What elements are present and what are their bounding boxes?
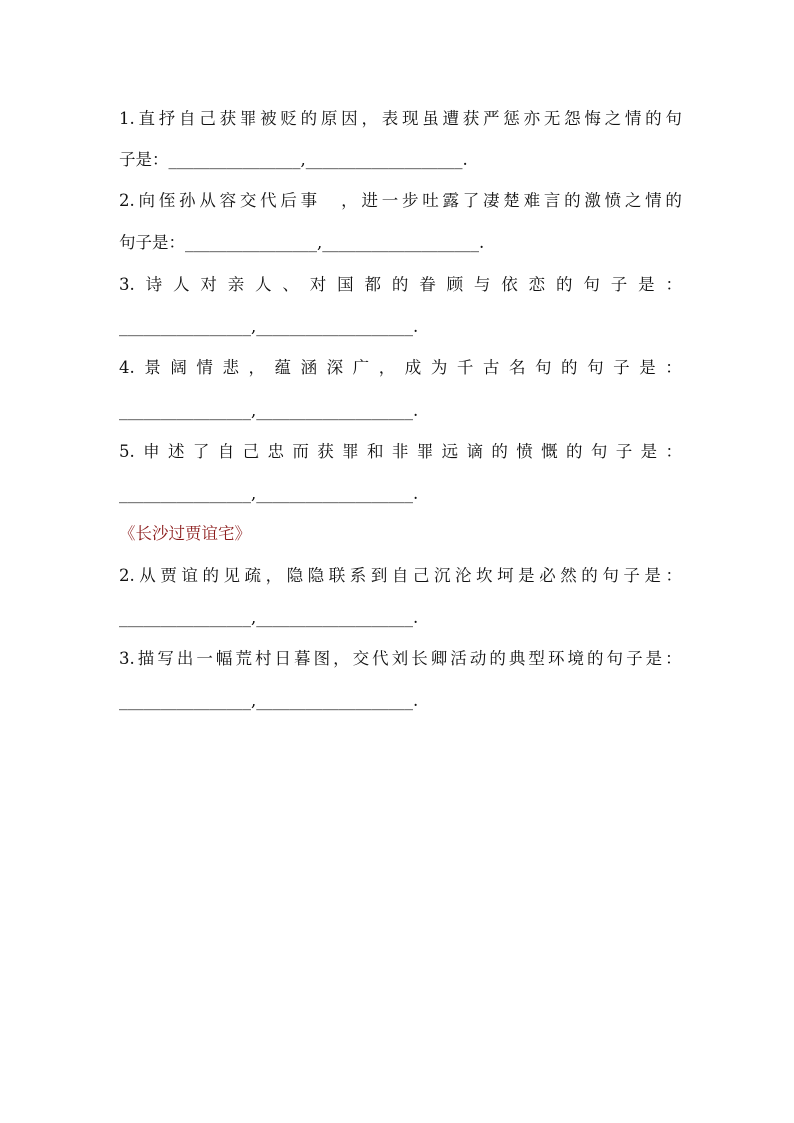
text-char: 是: [639, 358, 656, 377]
text-char: 隐: [307, 566, 325, 585]
text-char: 5.: [119, 442, 135, 461]
text-char: 景: [144, 358, 161, 377]
question-3-text: [119, 273, 682, 297]
text-char: 情: [196, 358, 213, 377]
text-char: 句: [587, 358, 604, 377]
text-char: 隐: [286, 566, 304, 585]
question-3-answer-blanks: ________________,___________________.: [119, 317, 419, 336]
text-char: 情: [645, 191, 662, 210]
text-char: 4.: [119, 358, 135, 377]
text-char: 愤: [516, 442, 533, 461]
text-char: 获: [462, 109, 480, 128]
text-char: 子: [613, 358, 630, 377]
text-char: ：: [665, 358, 682, 377]
section-question-3-answer-blanks: ________________,___________________.: [119, 691, 419, 710]
text-char: 环: [547, 649, 565, 668]
text-char: ：: [665, 442, 682, 461]
text-char: 子: [615, 442, 633, 461]
text-char: 现: [401, 109, 419, 128]
text-char: 了: [462, 191, 480, 210]
text-char: 获: [219, 109, 237, 128]
text-char: 后: [280, 191, 297, 210]
text-char: 亲: [227, 275, 245, 294]
text-char: 活: [450, 649, 467, 668]
text-char: 楚: [503, 191, 520, 210]
text-char: 刘: [391, 649, 409, 668]
text-char: 千: [456, 358, 474, 377]
text-char: 被: [260, 109, 277, 128]
text-char: 荒: [235, 649, 252, 668]
text-char: 3.: [119, 649, 135, 668]
text-char: 向: [138, 191, 156, 210]
text-char: 无: [543, 109, 561, 128]
text-char: 的: [665, 191, 682, 210]
text-char: 古: [482, 358, 500, 377]
text-char: 沦: [455, 566, 472, 585]
text-char: 卿: [430, 649, 448, 668]
text-char: 从: [199, 191, 216, 210]
text-char: ，: [341, 191, 358, 210]
text-char: ，: [265, 566, 283, 585]
text-char: ：: [665, 566, 682, 585]
text-char: 虽: [422, 109, 439, 128]
text-char: 惩: [503, 109, 520, 128]
text-char: 谪: [466, 442, 483, 461]
text-char: ：: [665, 649, 682, 668]
text-char: 而: [292, 442, 309, 461]
text-char: 出: [176, 649, 194, 668]
text-char: 怨: [564, 109, 581, 128]
text-char: 、: [282, 275, 299, 294]
text-char: 阔: [170, 358, 187, 377]
text-char: 的: [489, 649, 506, 668]
text-char: ，: [361, 109, 378, 128]
text-char: 长: [411, 649, 428, 668]
text-char: 依: [501, 275, 518, 294]
text-char: 之: [604, 109, 622, 128]
text-char: ，: [333, 649, 350, 668]
text-char: 2.: [119, 566, 135, 585]
text-char: 自: [179, 109, 196, 128]
text-char: 与: [473, 275, 491, 294]
text-char: 沉: [433, 566, 451, 585]
text-char: 联: [328, 566, 346, 585]
text-char: 的: [561, 358, 578, 377]
text-char: 谊: [181, 566, 198, 585]
text-char: 是: [645, 649, 663, 668]
text-char: 蕴: [274, 358, 292, 377]
text-char: 句: [606, 649, 624, 668]
text-char: 贾: [160, 566, 177, 585]
text-char: ，: [378, 358, 396, 377]
text-char: 坎: [476, 566, 493, 585]
text-char: 幅: [215, 649, 233, 668]
text-char: 自: [217, 442, 235, 461]
question-2-answer-blanks: 句子是：________________,___________________.: [119, 233, 485, 252]
text-char: 必: [539, 566, 556, 585]
text-char: 严: [483, 109, 500, 128]
text-char: 然: [560, 566, 577, 585]
text-char: 遭: [442, 109, 459, 128]
text-char: 忠: [267, 442, 284, 461]
text-char: 是: [518, 566, 535, 585]
text-char: 境: [567, 649, 584, 668]
text-char: 2.: [119, 191, 135, 210]
text-char: 的: [391, 275, 409, 294]
text-char: 句: [583, 275, 600, 294]
text-char: 到: [370, 566, 388, 585]
text-char: ：: [665, 275, 682, 294]
text-char: 代: [372, 649, 389, 668]
text-char: 言: [543, 191, 561, 210]
text-char: 获: [317, 442, 334, 461]
text-char: 自: [391, 566, 409, 585]
text-char: 诗: [145, 275, 163, 294]
text-char: 孙: [179, 191, 196, 210]
text-char: ，: [248, 358, 265, 377]
text-char: 己: [199, 109, 216, 128]
text-char: 3.: [119, 275, 135, 294]
question-2-text: [119, 189, 682, 213]
text-char: 了: [192, 442, 210, 461]
text-char: 眷: [419, 275, 436, 294]
text-char: 子: [623, 566, 640, 585]
text-char: 都: [364, 275, 381, 294]
text-char: 是: [638, 275, 655, 294]
text-char: 因: [341, 109, 358, 128]
text-char: 悔: [584, 109, 601, 128]
text-char: 原: [320, 109, 338, 128]
text-char: 交: [239, 191, 257, 210]
text-char: 写: [157, 649, 174, 668]
text-char: 暮: [294, 649, 311, 668]
section-question-2-answer-blanks: ________________,___________________.: [119, 608, 419, 627]
question-5-text: [119, 440, 682, 464]
text-char: 子: [626, 649, 643, 668]
text-char: 凄: [483, 191, 500, 210]
text-char: 的: [581, 566, 598, 585]
text-char: 的: [556, 275, 573, 294]
text-char: 的: [564, 191, 581, 210]
text-char: 系: [349, 566, 367, 585]
text-char: 对: [200, 275, 217, 294]
text-char: 直: [138, 109, 156, 128]
text-char: 表: [381, 109, 399, 128]
text-char: 远: [441, 442, 459, 461]
text-char: 容: [219, 191, 237, 210]
text-char: 是: [640, 442, 658, 461]
text-char: 句: [602, 566, 619, 585]
text-char: 成: [404, 358, 422, 377]
text-char: 深: [326, 358, 344, 377]
text-char: 句: [590, 442, 608, 461]
text-char: 露: [442, 191, 459, 210]
text-char: 日: [274, 649, 291, 668]
section-question-3-text: [119, 647, 682, 671]
text-char: 的: [566, 442, 583, 461]
text-char: 抒: [158, 109, 176, 128]
text-char: 非: [391, 442, 409, 461]
text-char: 从: [139, 566, 156, 585]
text-char: 典: [508, 649, 526, 668]
text-char: 子: [610, 275, 628, 294]
text-char: 为: [430, 358, 448, 377]
text-char: 申: [143, 442, 160, 461]
text-char: 侄: [158, 191, 176, 210]
text-char: [321, 189, 338, 213]
text-char: 事: [300, 191, 318, 210]
text-char: 人: [172, 275, 190, 294]
text-char: 句: [535, 358, 552, 377]
text-char: 国: [337, 275, 354, 294]
text-char: 情: [624, 109, 642, 128]
text-char: 名: [508, 358, 526, 377]
text-char: 疏: [244, 566, 262, 585]
text-char: 己: [242, 442, 260, 461]
text-char: 村: [254, 649, 272, 668]
text-char: 进: [361, 191, 378, 210]
text-char: 是: [644, 566, 661, 585]
text-char: 罪: [342, 442, 359, 461]
text-char: 坷: [497, 566, 514, 585]
text-char: 见: [223, 566, 240, 585]
text-char: 述: [168, 442, 185, 461]
text-char: 恋: [528, 275, 546, 294]
section-title: 《长沙过贾谊宅》: [119, 524, 251, 543]
text-char: 描: [137, 649, 155, 668]
text-char: 的: [300, 109, 318, 128]
question-1-text: [119, 107, 682, 131]
text-char: 己: [412, 566, 430, 585]
text-char: 亦: [523, 109, 541, 128]
question-5-answer-blanks: ________________,___________________.: [119, 484, 419, 503]
text-char: 难: [523, 191, 541, 210]
text-char: 交: [352, 649, 370, 668]
text-char: 一: [381, 191, 399, 210]
text-char: 的: [587, 649, 604, 668]
text-char: 的: [645, 109, 662, 128]
text-char: 激: [584, 191, 601, 210]
section-question-2-text: [119, 564, 682, 588]
text-char: 步: [401, 191, 419, 210]
text-char: 一: [196, 649, 213, 668]
text-char: 1.: [119, 109, 135, 128]
text-char: 罪: [416, 442, 434, 461]
text-char: 句: [665, 109, 682, 128]
text-char: 和: [367, 442, 384, 461]
text-char: 型: [528, 649, 545, 668]
text-char: 图: [313, 649, 331, 668]
text-char: 人: [255, 275, 272, 294]
text-char: 慨: [541, 442, 558, 461]
text-char: 愤: [604, 191, 622, 210]
text-char: 的: [202, 566, 219, 585]
question-1-answer-blanks: 子是：________________,___________________.: [119, 150, 468, 169]
question-4-text: [119, 356, 682, 380]
text-char: 悲: [222, 358, 239, 377]
text-char: 罪: [239, 109, 257, 128]
text-char: 广: [352, 358, 370, 377]
text-char: 贬: [280, 109, 297, 128]
text-char: 动: [469, 649, 487, 668]
text-char: 的: [491, 442, 508, 461]
text-char: 涵: [300, 358, 318, 377]
text-char: 代: [260, 191, 277, 210]
text-char: 吐: [422, 191, 439, 210]
text-char: 顾: [446, 275, 464, 294]
question-4-answer-blanks: ________________,___________________.: [119, 401, 419, 420]
text-char: 对: [309, 275, 327, 294]
text-char: 之: [624, 191, 642, 210]
